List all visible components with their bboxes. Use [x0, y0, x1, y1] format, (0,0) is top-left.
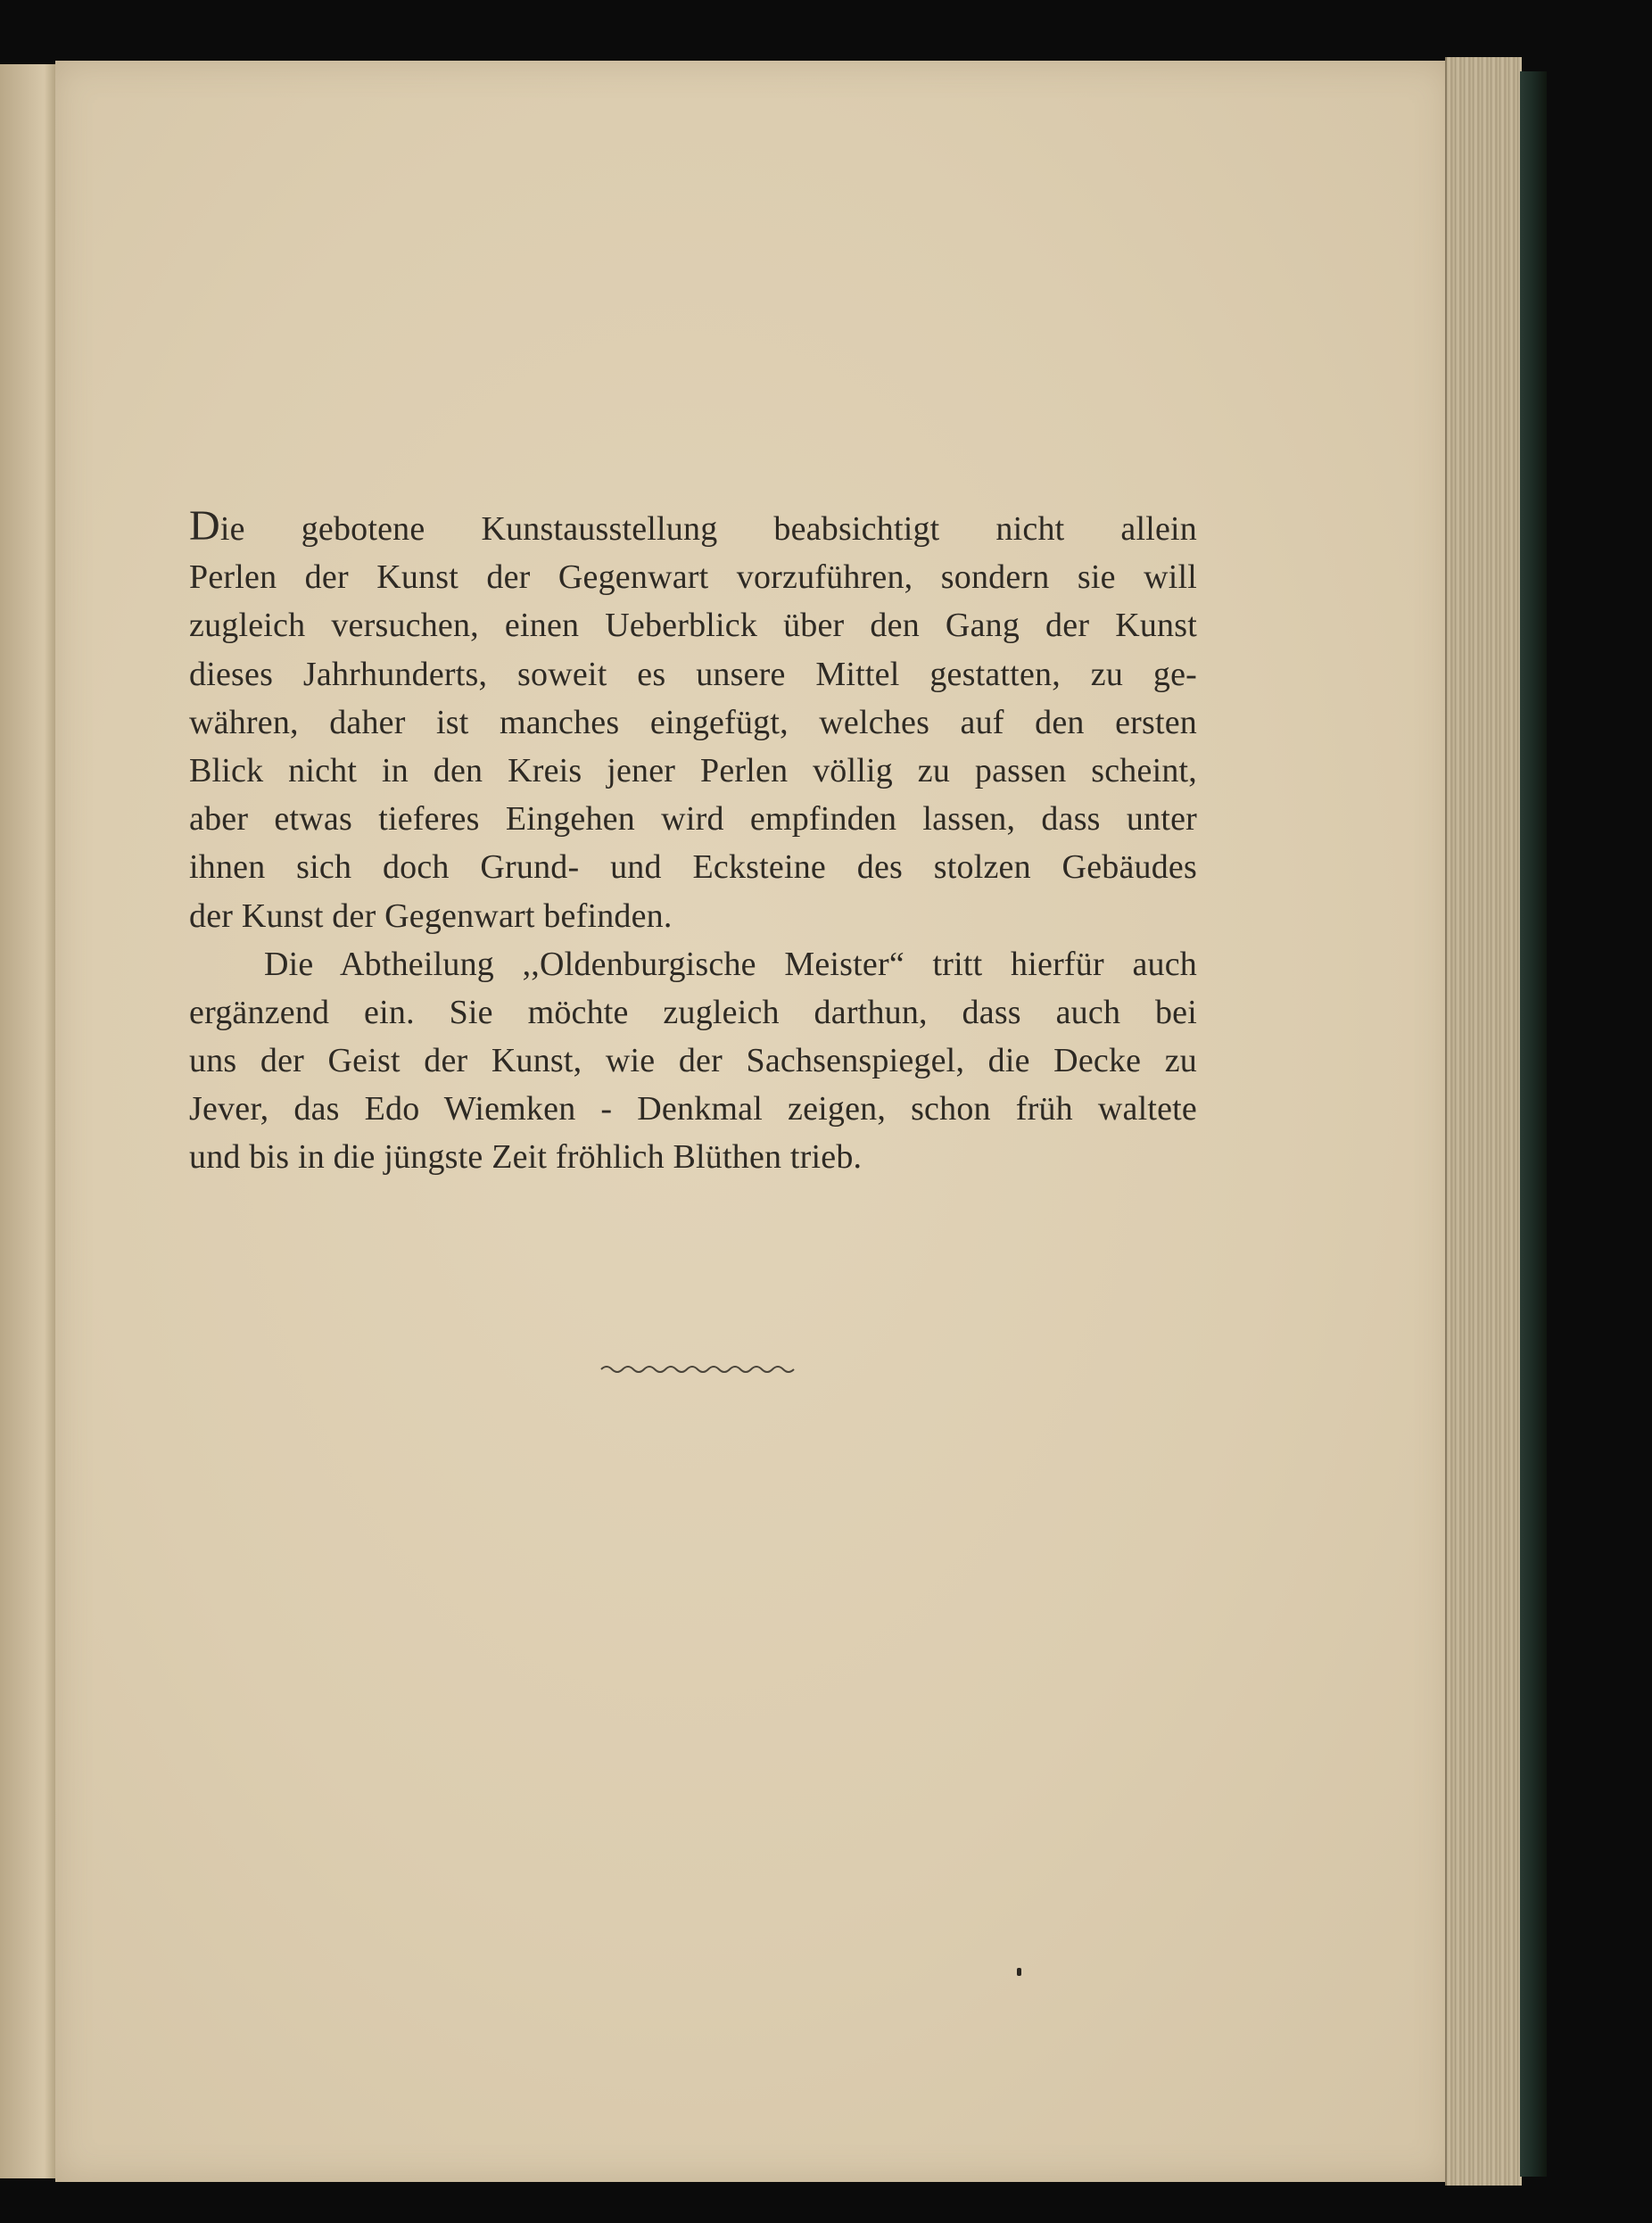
drop-cap: D — [189, 502, 220, 550]
text-line: Blick nicht in den Kreis jener Perlen völlig zu passen scheint, — [189, 751, 1197, 789]
text-line: währen, daher ist manches eingefügt, welches auf den ersten — [189, 703, 1197, 741]
book-cover-edge — [1520, 71, 1547, 2177]
paragraph-1 — [189, 502, 1197, 940]
text-line: der Kunst der Gegenwart befinden. — [189, 897, 673, 935]
text-line: und bis in die jüngste Zeit fröhlich Blüthen trieb. — [189, 1138, 863, 1177]
paragraph-2 — [189, 940, 1197, 1182]
text-line: dieses Jahrhunderts, soweit es unsere Mittel gestatten, zu ge- — [189, 655, 1197, 693]
body-text — [189, 502, 1197, 1182]
text-line: zugleich versuchen, einen Ueberblick über den Gang der Kunst — [189, 607, 1197, 645]
text-line: uns der Geist der Kunst, wie der Sachsenspiegel, die Decke zu — [189, 1042, 1197, 1080]
text-line: Perlen der Kunst der Gegenwart vorzuführen, sondern sie will — [189, 558, 1197, 597]
left-page-edge — [0, 64, 57, 2178]
text-line: Jever, das Edo Wiemken - Denkmal zeigen, schon früh waltete — [189, 1090, 1197, 1128]
wavy-rule-ornament-icon — [599, 1363, 797, 1376]
text-line: aber etwas tieferes Eingehen wird empfinden lassen, dass unter — [189, 800, 1197, 839]
text-line: ihnen sich doch Grund- und Ecksteine des stolzen Gebäudes — [189, 848, 1197, 887]
text-line — [189, 502, 1197, 553]
paper-speck — [1017, 1968, 1021, 1976]
text-line: ergänzend ein. Sie möchte zugleich darthun, dass auch bei — [189, 993, 1197, 1031]
page-stack-edges — [1445, 57, 1522, 2186]
text-line-content: ie gebotene Kunstausstellung beabsichtigt nicht allein — [219, 510, 1197, 548]
text-line: Die Abtheilung ,,Oldenburgische Meister“ tritt hierfür auch — [264, 945, 1197, 983]
